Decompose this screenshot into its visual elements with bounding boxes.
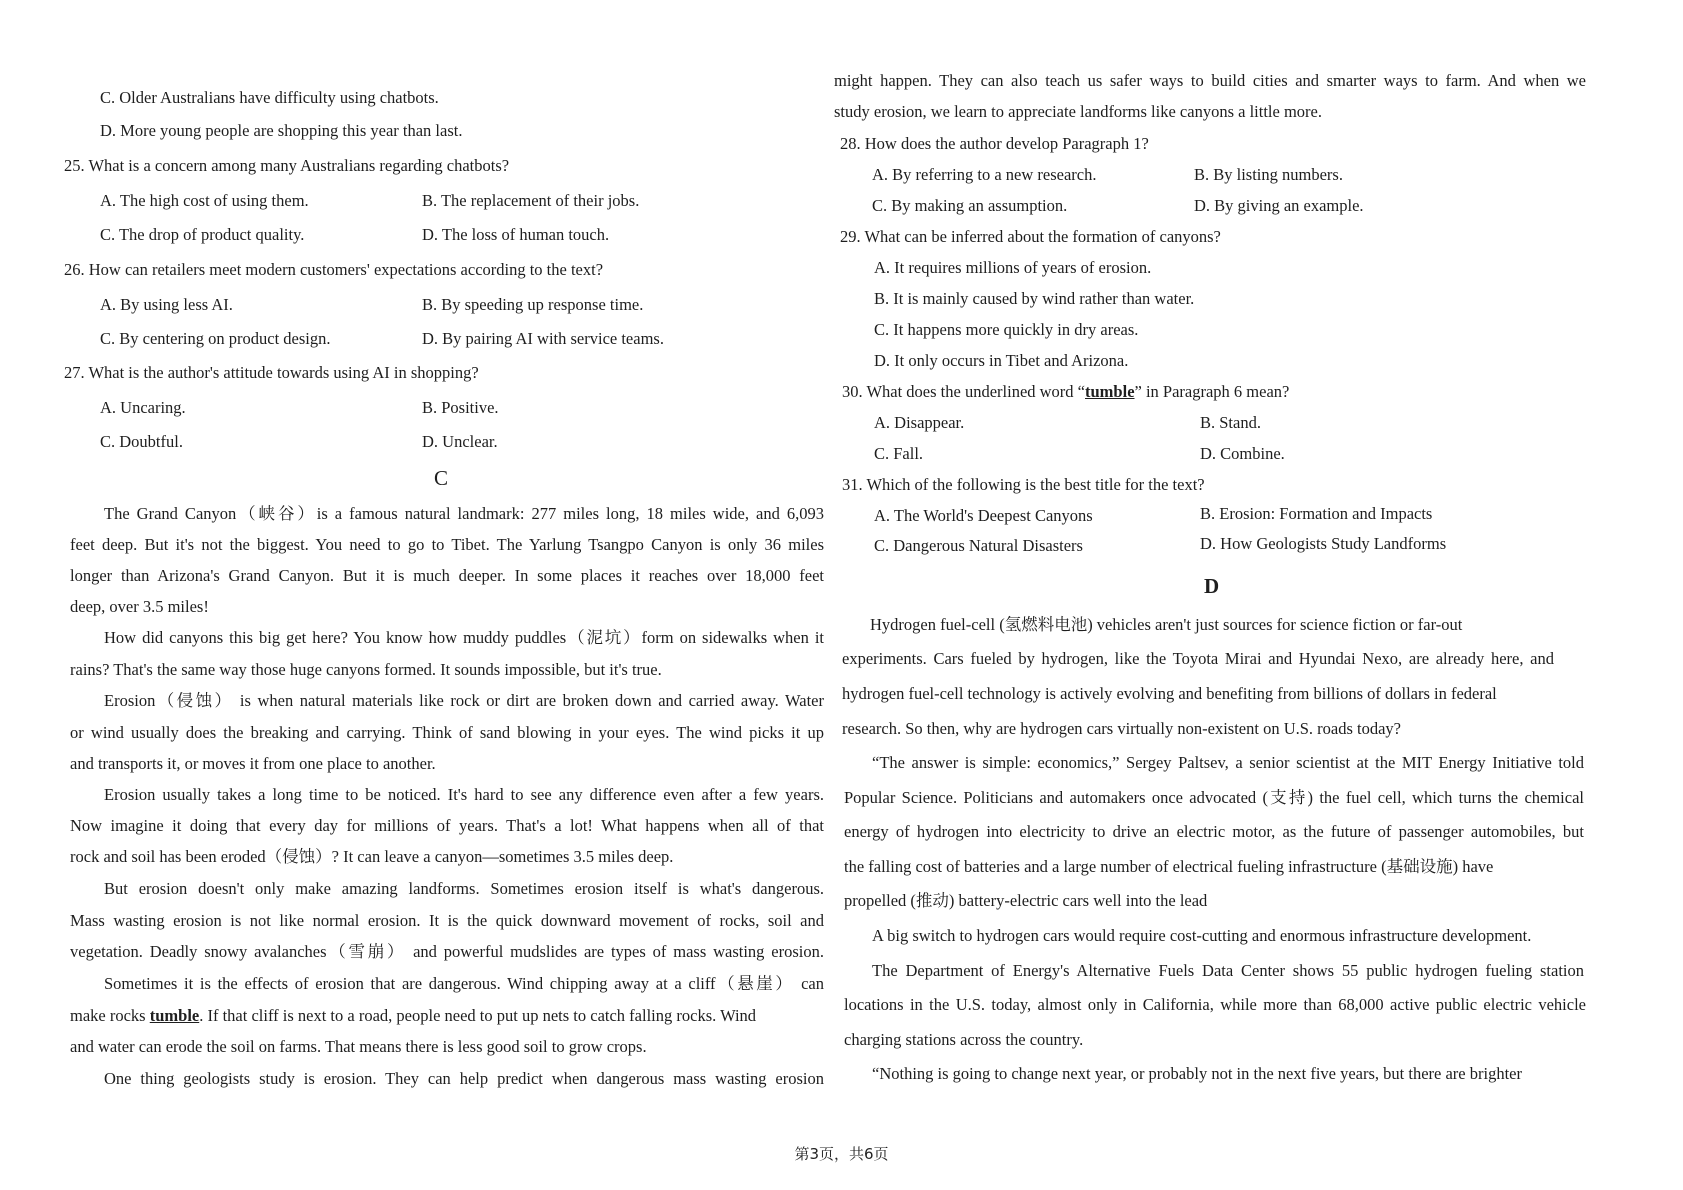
q31-option-c: C. Dangerous Natural Disasters — [874, 536, 1083, 555]
passage-d-line: locations in the U.S. today, almost only in California, while more than 68,000 active public electric vehicle — [844, 995, 1586, 1014]
q30-underlined-word: tumble — [1085, 382, 1135, 401]
q28-option-b: B. By listing numbers. — [1194, 165, 1343, 184]
q30-stem-text: 30. What does the underlined word “ — [842, 382, 1086, 401]
passage-d-line: “Nothing is going to change next year, or probably not in the next five years, but there are brighter — [872, 1064, 1522, 1083]
q26-stem: 26. How can retailers meet modern customers' expectations according to the text? — [64, 260, 604, 279]
q24-option-c: C. Older Australians have difficulty using chatbots. — [100, 88, 439, 107]
passage-c-line: How did canyons this big get here? You know how muddy puddles（泥坑）form on sidewalks when it — [104, 628, 824, 647]
q30-option-c: C. Fall. — [874, 444, 924, 463]
passage-c-line: deep, over 3.5 miles! — [70, 597, 209, 616]
passage-d-line: experiments. Cars fueled by hydrogen, like the Toyota Mirai and Hyundai Nexo, are already here, and — [842, 649, 1554, 668]
passage-c-line: Sometimes it is the effects of erosion that are dangerous. Wind chipping away at a cliff（悬崖） can — [104, 974, 824, 993]
q30-option-a: A. Disappear. — [874, 413, 965, 432]
q28-stem: 28. How does the author develop Paragraph 1? — [840, 134, 1149, 153]
passage-c-line: The Grand Canyon（峡谷）is a famous natural landmark: 277 miles long, 18 miles wide, and 6,093 — [104, 504, 824, 523]
passage-d-line: the falling cost of batteries and a large number of electrical fueling infrastructure (基础设施) have — [844, 857, 1494, 876]
passage-c-text: . If that cliff is next to a road, people need to put up nets to catch falling rocks. Wind — [199, 1006, 757, 1025]
passage-d-line: A big switch to hydrogen cars would require cost-cutting and enormous infrastructure development. — [872, 926, 1532, 945]
q28-option-d: D. By giving an example. — [1194, 196, 1364, 215]
q25-option-c: C. The drop of product quality. — [100, 225, 305, 244]
q30-option-b: B. Stand. — [1200, 413, 1261, 432]
passage-c-line: Mass wasting erosion is not like normal erosion. It is the quick downward movement of rocks, soil and — [70, 911, 824, 930]
q26-option-a: A. By using less AI. — [100, 295, 233, 314]
passage-c-line: and transports it, or moves it from one place to another. — [70, 754, 436, 773]
passage-c-line: Erosion usually takes a long time to be noticed. It's hard to see any difference even after a few years. — [104, 785, 824, 804]
page-footer: 第3页，共6页 — [794, 1145, 889, 1163]
passage-c-line: But erosion doesn't only make amazing landforms. Sometimes erosion itself is what's dangerous. — [104, 879, 824, 898]
q31-option-b: B. Erosion: Formation and Impacts — [1200, 504, 1433, 523]
q25-stem: 25. What is a concern among many Australians regarding chatbots? — [64, 156, 510, 175]
q25-option-d: D. The loss of human touch. — [422, 225, 610, 244]
passage-d-line: charging stations across the country. — [844, 1030, 1084, 1049]
q24-option-d: D. More young people are shopping this year than last. — [100, 121, 463, 140]
passage-c-line-tumble — [70, 1005, 756, 1027]
q31-stem: 31. Which of the following is the best title for the text? — [842, 475, 1205, 494]
q28-option-c: C. By making an assumption. — [872, 196, 1068, 215]
passage-d-line: “The answer is simple: economics,” Sergey Paltsev, a senior scientist at the MIT Energy Initiative told — [872, 753, 1584, 772]
passage-d-line: Hydrogen fuel-cell (氢燃料电池) vehicles aren't just sources for science fiction or far-out — [870, 615, 1463, 634]
q30-option-d: D. Combine. — [1200, 444, 1285, 463]
underlined-word-tumble: tumble — [149, 1006, 200, 1025]
q29-stem: 29. What can be inferred about the formation of canyons? — [840, 227, 1221, 246]
section-c-heading: C — [434, 466, 449, 490]
passage-c-line: vegetation. Deadly snowy avalanches（雪崩） and powerful mudslides are types of mass wasting erosion. — [70, 942, 824, 961]
passage-c-line: One thing geologists study is erosion. They can help predict when dangerous mass wasting erosion — [104, 1069, 824, 1088]
passage-c-line: rock and soil has been eroded（侵蚀）? It can leave a canyon—sometimes 3.5 miles deep. — [70, 847, 674, 866]
q26-option-d: D. By pairing AI with service teams. — [422, 329, 664, 348]
passage-c-line: and water can erode the soil on farms. That means there is less good soil to grow crops. — [70, 1037, 647, 1056]
q31-option-a: A. The World's Deepest Canyons — [874, 506, 1093, 525]
q29-option-b: B. It is mainly caused by wind rather than water. — [874, 289, 1195, 308]
q27-option-d: D. Unclear. — [422, 432, 498, 451]
q25-option-b: B. The replacement of their jobs. — [422, 191, 640, 210]
passage-c-line: Erosion（侵蚀） is when natural materials like rock or dirt are broken down and carried away. Water — [104, 691, 824, 710]
passage-c-line: feet deep. But it's not the biggest. You need to go to Tibet. The Yarlung Tsangpo Canyon is only 36 miles — [70, 535, 824, 554]
passage-d-line: research. So then, why are hydrogen cars virtually non-existent on U.S. roads today? — [842, 719, 1402, 738]
passage-c-text: make rocks — [70, 1006, 150, 1025]
passage-c-cont-line: study erosion, we learn to appreciate landforms like canyons a little more. — [834, 102, 1322, 121]
q31-option-d: D. How Geologists Study Landforms — [1200, 534, 1447, 553]
passage-d-line: propelled (推动) battery-electric cars well into the lead — [844, 891, 1208, 910]
q30-stem-text: ” in Paragraph 6 mean? — [1134, 382, 1290, 401]
passage-d-line: energy of hydrogen into electricity to drive an electric motor, as the future of passenger automobiles, but — [844, 822, 1584, 841]
q29-option-d: D. It only occurs in Tibet and Arizona. — [874, 351, 1129, 370]
section-d-heading: D — [1204, 574, 1220, 598]
q25-option-a: A. The high cost of using them. — [100, 191, 309, 210]
q26-option-c: C. By centering on product design. — [100, 329, 331, 348]
passage-c-line: longer than Arizona's Grand Canyon. But it is much deeper. In some places it reaches over 18,000 feet — [70, 566, 824, 585]
passage-d-line: hydrogen fuel-cell technology is actively evolving and benefiting from billions of dollars in federal — [842, 684, 1497, 703]
passage-c-line: Now imagine it doing that every day for millions of years. That's a lot! What happens when all of that — [70, 816, 824, 835]
q27-option-a: A. Uncaring. — [100, 398, 186, 417]
passage-c-cont-line: might happen. They can also teach us safer ways to build cities and smarter ways to farm. And when we — [834, 71, 1586, 90]
q30-stem — [842, 381, 1289, 403]
q27-option-b: B. Positive. — [422, 398, 499, 417]
q28-option-a: A. By referring to a new research. — [872, 165, 1097, 184]
passage-c-line: rains? That's the same way those huge canyons formed. It sounds impossible, but it's true. — [70, 660, 662, 679]
passage-d-line: The Department of Energy's Alternative Fuels Data Center shows 55 public hydrogen fueling station — [872, 961, 1584, 980]
q29-option-c: C. It happens more quickly in dry areas. — [874, 320, 1139, 339]
passage-d-line: Popular Science. Politicians and automakers once advocated (支持) the fuel cell, which turns the chemical — [844, 788, 1584, 807]
q29-option-a: A. It requires millions of years of erosion. — [874, 258, 1152, 277]
passage-c-line: or wind usually does the breaking and carrying. Think of sand blowing in your eyes. The wind picks it up — [70, 723, 824, 742]
q26-option-b: B. By speeding up response time. — [422, 295, 644, 314]
q27-option-c: C. Doubtful. — [100, 432, 183, 451]
q27-stem: 27. What is the author's attitude towards using AI in shopping? — [64, 363, 479, 382]
